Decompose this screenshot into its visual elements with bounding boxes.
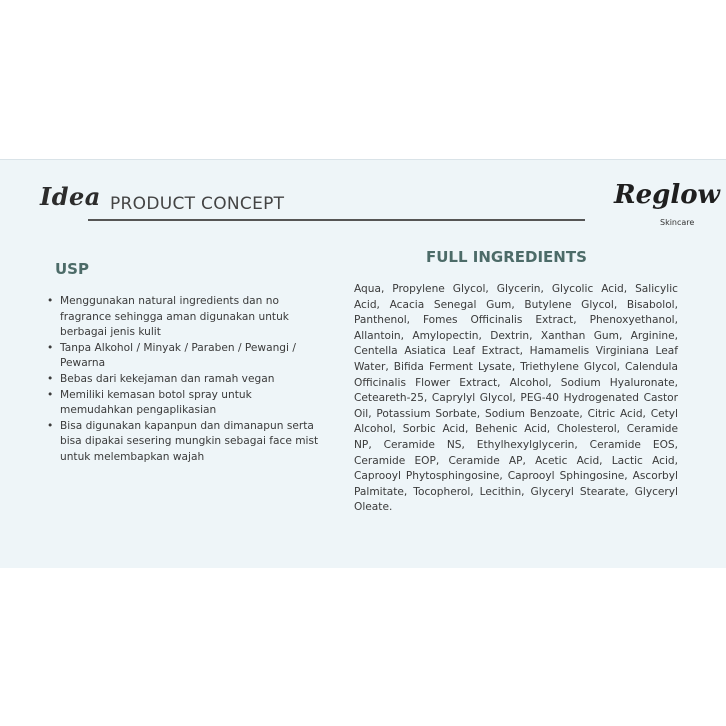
usp-item: • Bebas dari kekejaman dan ramah vegan — [46, 372, 322, 388]
brand-logo — [614, 180, 720, 240]
product-concept-slide — [0, 159, 726, 568]
usp-item: • Memiliki kemasan botol spray untuk memudahkan pengaplikasian — [46, 388, 322, 419]
usp-item: • Bisa digunakan kapanpun dan dimanapun serta bisa dipakai sesering mungkin sebagai face mist untuk melembapkan wajah — [46, 419, 322, 466]
full-ingredients-heading: FULL INGREDIENTS — [426, 248, 587, 266]
idea-script-label: Idea — [40, 182, 101, 211]
page-title: PRODUCT CONCEPT — [110, 194, 285, 214]
usp-item: • Menggunakan natural ingredients dan no fragrance sehingga aman digunakan untuk berbagai jenis kulit — [46, 294, 322, 341]
usp-list — [46, 294, 322, 466]
ingredients-paragraph: Aqua, Propylene Glycol, Glycerin, Glycolic Acid, Salicylic Acid, Acacia Senegal Gum, Butylene Glycol, Bisabolol, Panthenol, Fomes Officinalis Extract, Phenoxyethanol, Allantoin, Amylopectin, Dextrin, Xanthan Gum, Arginine, Centella Asiatica Leaf Extract, Hamamelis Virginiana Leaf Water, Bifida Ferment Lysate, Triethylene Glycol, Calendula Officinalis Flower Extract, Alcohol, Sodium Hyaluronate, Ceteareth-25, Caprylyl Glycol, PEG-40 Hydrogenated Castor Oil, Potassium Sorbate, Sodium Benzoate, Citric Acid, Cetyl Alcohol, Sorbic Acid, Behenic Acid, Cholesterol, Ceramide NP, Ceramide NS, Ethylhexylglycerin, Ceramide EOS, Ceramide EOP, Ceramide AP, Acetic Acid, Lactic Acid, Caprooyl Phytosphingosine, Caprooyl Sphingosine, Ascorbyl Palmitate, Tocopherol, Lecithin, Glyceryl Stearate, Glyceryl Oleate. — [354, 283, 678, 514]
usp-heading: USP — [55, 260, 89, 278]
title-underline — [88, 219, 585, 221]
brand-name: Reglow — [614, 180, 720, 210]
brand-subtitle: Skincare — [660, 218, 695, 227]
usp-item: • Tanpa Alkohol / Minyak / Paraben / Pewangi / Pewarna — [46, 341, 322, 372]
